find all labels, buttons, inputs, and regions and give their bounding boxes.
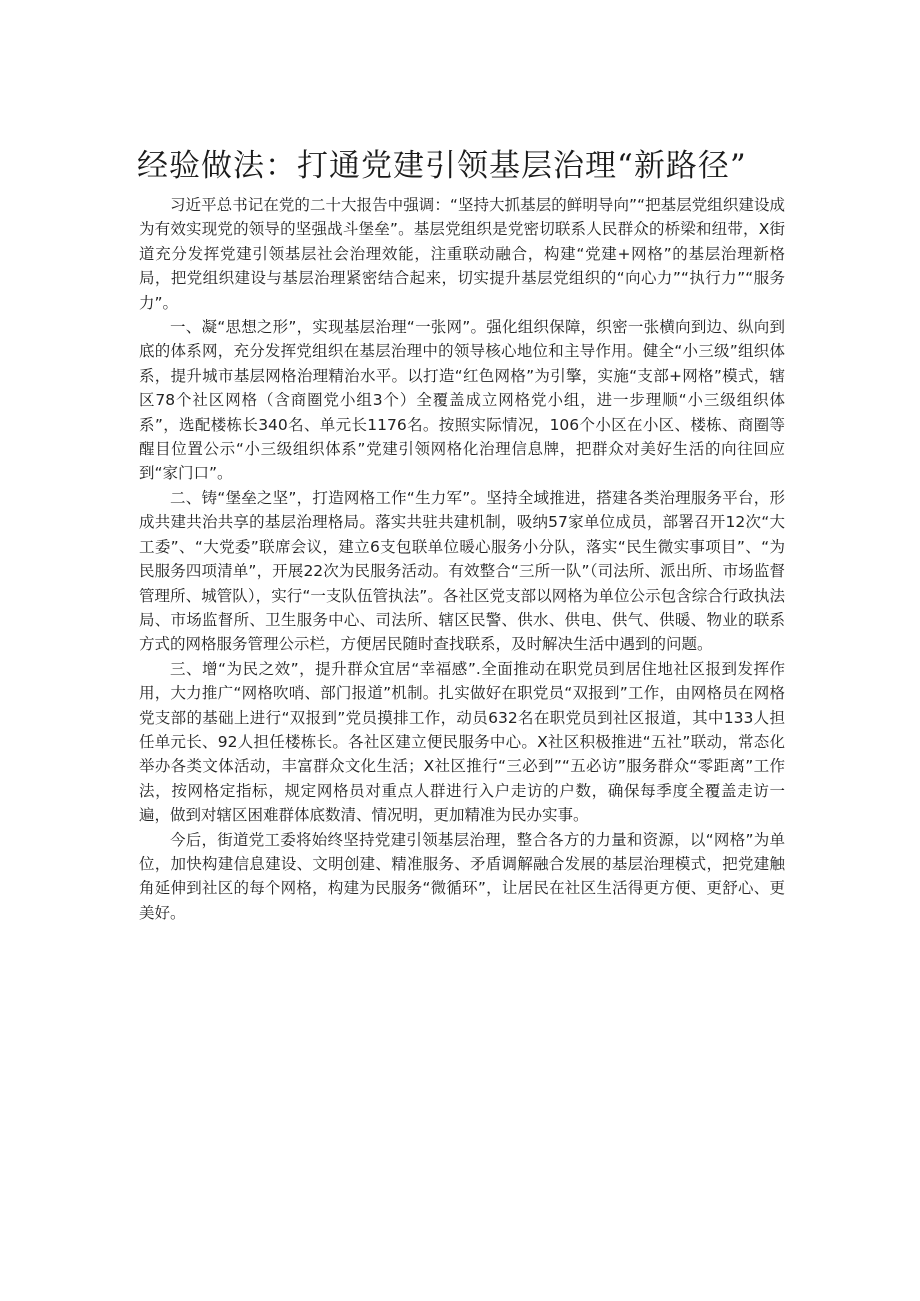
paragraph-intro: 习近平总书记在党的二十大报告中强调：“坚持大抓基层的鲜明导向”“把基层党组织建设成为有效实现党的领导的坚强战斗堡垒”。基层党组织是党密切联系人民群众的桥梁和纽带，X街道充分发挥党建引领基层社会治理效能，注重联动融合，构建“党建+网格”的基层治理新格局，把党组织建设与基层治理紧密结合起来，切实提升基层党组织的“向心力”“执行力”“服务力”。 <box>139 196 785 312</box>
document-title: 经验做法：打通党建引领基层治理“新路径” <box>137 148 747 184</box>
paragraph-section-2: 二、铸“堡垒之坚”，打造网格工作“生力军”。坚持全域推进，搭建各类治理服务平台，形成共建共治共享的基层治理格局。落实共驻共建机制，吸纳57家单位成员，部署召开12次“大工委”、“大党委”联席会议，建立6支包联单位暖心服务小分队，落实“民生微实事项目”、“为民服务四项清单”，开展22次为民服务活动。有效整合“三所一队”（司法所、派出所、市场监督管理所、城管队），实行“一支队伍管执法”。各社区党支部以网格为单位公示包含综合行政执法局、市场监督所、卫生服务中心、司法所、辖区民警、供水、供电、供气、供暖、物业的联系方式的网格服务管理公示栏，方便居民随时查找联系，及时解决生活中遇到的问题。 <box>139 488 785 654</box>
paragraph-conclusion: 今后，街道党工委将始终坚持党建引领基层治理，整合各方的力量和资源，以“网格”为单位，加快构建信息建设、文明创建、精准服务、矛盾调解融合发展的基层治理模式，把党建触角延伸到社区的每个网格，构建为民服务“微循环”，让居民在社区生活得更方便、更舒心、更美好。 <box>139 830 785 922</box>
paragraph-section-1: 一、凝“思想之形”，实现基层治理“一张网”。强化组织保障，织密一张横向到边、纵向到底的体系网，充分发挥党组织在基层治理中的领导核心地位和主导作用。健全“小三级”组织体系，提升城市基层网格治理精治水平。以打造“红色网格”为引擎，实施“支部+网格”模式，辖区78个社区网格（含商圈党小组3个）全覆盖成立网格党小组，进一步理顺“小三级组织体系”，选配楼栋长340名、单元长1176名。按照实际情况，106个小区在小区、楼栋、商圈等醒目位置公示“小三级组织体系”党建引领网格化治理信息牌，把群众对美好生活的向往回应到“家门口”。 <box>139 318 785 483</box>
paragraph-section-3: 三、增“为民之效”，提升群众宜居“幸福感”.全面推动在职党员到居住地社区报到发挥作用，大力推广“网格吹哨、部门报道”机制。扎实做好在职党员“双报到”工作，由网格员在网格党支部的基础上进行“双报到”党员摸排工作，动员632名在职党员到社区报道，其中133人担任单元长、92人担任楼栋长。各社区建立便民服务中心。X社区积极推进“五社”联动，常态化举办各类文体活动，丰富群众文化生活；X社区推行“三必到”“五必访”服务群众“零距离”工作法，按网格定指标，规定网格员对重点人群进行入户走访的户数，确保每季度全覆盖走访一遍，做到对辖区困难群体底数清、情况明，更加精准为民办实事。 <box>139 659 785 825</box>
document-body <box>139 193 785 925</box>
